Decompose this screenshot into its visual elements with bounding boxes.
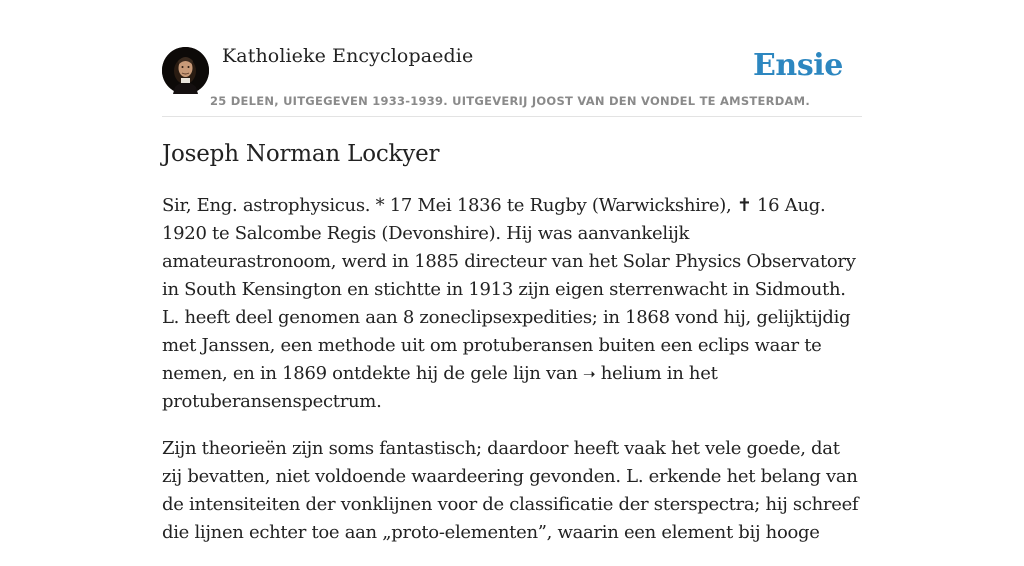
article-title: Joseph Norman Lockyer xyxy=(162,141,440,167)
publication-info: 25 DELEN, UITGEGEVEN 1933-1939. UITGEVERIJ JOOST VAN DEN VONDEL TE AMSTERDAM. xyxy=(210,94,810,108)
site-header xyxy=(162,44,862,117)
ensie-logo-link[interactable]: Ensie xyxy=(752,48,843,83)
helium-link[interactable] xyxy=(583,363,661,384)
arrow-right-icon: ➝ xyxy=(583,365,596,383)
helium-link-label: helium xyxy=(600,363,662,384)
article xyxy=(162,138,862,566)
article-paragraph-1 xyxy=(162,192,862,416)
article-paragraph-2: Zijn theorieën zijn soms fantastisch; daardoor heeft vaak het vele goede, dat zij bevatten, niet voldoende waardeering gevonden. L. erkende het belang van de intensiteiten der vonklijnen voor de classificatie der sterspectra; hij schreef die lijnen echter toe aan „proto-elementen”, waarin een element bij hooge xyxy=(162,438,859,543)
portrait-avatar-icon[interactable] xyxy=(162,47,209,94)
paragraph-text-end: in het protuberansenspectrum. xyxy=(162,363,718,412)
site-title[interactable]: Katholieke Encyclopaedie xyxy=(222,45,474,67)
paragraph-text: Sir, Eng. astrophysicus. * 17 Mei 1836 te Rugby (Warwickshire), ✝ 16 Aug. 1920 te Salcombe Regis (Devonshire). Hij was aanvankelijk amateurastronoom, werd in 1885 directeur van het Solar Physics Observatory in South Kensington en stichtte in 1913 zijn eigen sterrenwacht in Sidmouth. L. heeft deel genomen aan 8 zoneclipsexpedities; in 1868 vond hij, gelijktijdig met Janssen, een methode uit om protuberansen buiten een eclips waar te nemen, en in 1869 ontdekte hij de gele lijn van xyxy=(162,195,856,384)
